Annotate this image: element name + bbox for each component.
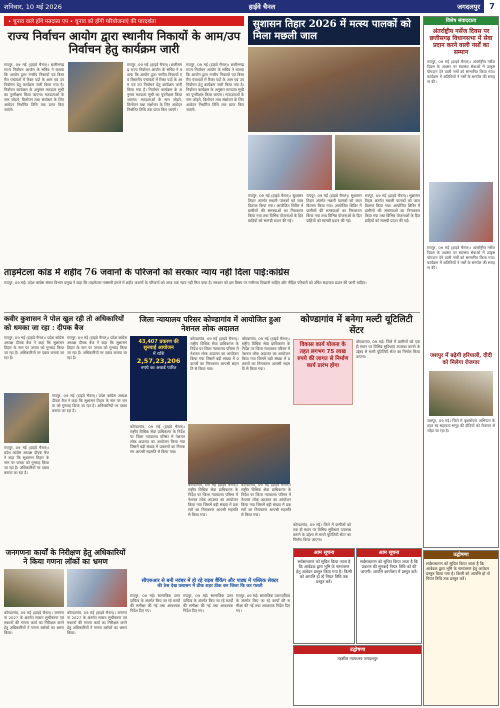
story2-headline: सुशासन तिहार 2026 में मत्स्य पालकों को मिला मछली जाल	[248, 16, 420, 45]
classified-body: सर्वसाधारण को सूचित किया जाता है कि आवेदक द्वारा भूमि के नामांतरण हेतु आवेदन प्रस्तुत किया गया है। किसी को आपत्ति हो तो नियत तिथि तक प्रस्तुत करें।	[426, 561, 490, 581]
page-number: 7	[484, 0, 500, 13]
story5-headline: जिला न्यायालय परिसर कोण्डागांव में आयोजित हुआ नेशनल लोक अदालत	[139, 315, 281, 333]
story8-body-col2: रायपुर, 09 मई। सामाजिक उत्तरदायित्व के अंतर्गत किए जा रहे कार्यों की समीक्षा की गई तथा आवश्यक निर्देश दिए गए।	[183, 592, 233, 613]
story5-body-col2: कोण्डागांव, 09 मई (हाइवे चैनल)। राष्ट्रीय विधिक सेवा प्राधिकरण के निर्देश पर जिला न्यायालय परिसर में नेशनल लोक अदालत का आयोजन किया गया जिसमें बड़ी संख्या में प्रकरणों का निराकरण आपसी सहमति से किया गया।	[241, 336, 290, 371]
story4-body-col1: रायपुर, 09 मई (हाइवे चैनल)। प्रदेश कांग्रेस अध्यक्ष दीपक बैज ने कहा कि सुशासन तिहार के नाम पर जनता को गुमराह किया जा रहा है। अधिकारियों पर दबाव बनाया जा रहा है।	[4, 335, 64, 360]
story-sushasan-tihar	[248, 16, 420, 266]
story1-body-col2: रायपुर, 09 मई (हाइवे चैनल)। छत्तीसगढ़ राज्य निर्वाचन आयोग के सचिव ने बताया कि आयोग द्वारा नगरीय निकायों एवं त्रिस्तरीय पंचायतों में रिक्त पदों के आम एवं उप निर्वाचन हेतु कार्यक्रम जारी किया गया है। निर्वाचन कार्यक्रम के अनुसार मतदाता सूची का पुनरीक्षण किया जाएगा। मतदाताओं के नाम जोड़ने, विलोपन तथा संशोधन के लिए आवेदन निर्धारित तिथि तक प्राप्त किए जाएंगे।	[127, 62, 182, 113]
right-sidebar	[423, 16, 499, 548]
story4-headline: कवीर कुशासन ने पोल खुल रही तो अधिकारियों को धमका जा रहा : दीपक बैज	[4, 314, 124, 332]
callout-line4: रुपये का अवार्ड पारित	[140, 366, 177, 371]
story1-headline: राज्य निर्वाचन आयोग द्वारा स्थानीय निकायों के आम/उप निर्वाचन हेतु कार्यक्रम जारी	[7, 29, 241, 57]
story8-body-col3: रायपुर, 09 मई। सामाजिक उत्तरदायित्व के अंतर्गत किए जा रहे कार्यों की समीक्षा की गई तथा आवश्यक निर्देश दिए गए।	[236, 592, 290, 613]
sidebar-second-body: जशपुर, 09 मई। जिले में वृक्षारोपण अभियान के तहत स्व सहायता समूह की दीदियों को रोजगार से जोड़ा जा रहा है।	[427, 418, 495, 433]
sidebar-body-cont: रायपुर, 09 मई (हाइवे चैनल)। अंतर्राष्ट्रीय नर्सेज दिवस के अवसर पर स्वास्थ्य सेवाओं में उत्कृष्ट योगदान देने वाली नर्सों को सम्मानित किया गया। कार्यक्रम में अतिथियों ने नर्सों के समर्पण की सराहना की।	[427, 245, 495, 270]
masthead	[0, 0, 500, 13]
story4-body-col3: रायपुर, 09 मई (हाइवे चैनल)। प्रदेश कांग्रेस अध्यक्ष दीपक बैज ने कहा कि सुशासन तिहार के नाम पर जनता को गुमराह किया जा रहा है। अधिकारियों पर दबाव बनाया जा रहा है।	[52, 393, 127, 413]
edition-city: जगदलपुर	[457, 3, 480, 11]
callout-line2: में राशि	[152, 352, 165, 357]
story6-headline: कोण्डागांव में बनेगा मल्टी यूटिलिटी सेंटर	[300, 315, 413, 336]
divider-rule	[4, 312, 420, 313]
story-deepak-baij	[4, 315, 127, 545]
sidebar-second-heading: जशपुर में बढ़ेगी हरियाली, दीदी को मिलेगा रोजगार	[430, 353, 492, 366]
sidebar-title: विशेष संवाददाता	[424, 17, 498, 25]
notice-left-body: सर्वसाधारण को सूचित किया जाता है कि आवेदक द्वारा भूमि के नामांतरण हेतु आवेदन प्रस्तुत किया गया है। किसी को आपत्ति हो तो नियत तिथि तक प्रस्तुत करें।	[296, 559, 352, 584]
story6-body-col2: कोण्डागांव, 09 मई। जिले में ग्रामीणों को एक ही स्थान पर विभिन्न सुविधाएं उपलब्ध कराने के उद्देश्य से मल्टी यूटिलिटी सेंटर का निर्माण किया जाएगा।	[293, 522, 351, 542]
story7-body-col1: कोण्डागांव, 09 मई (हाइवे चैनल)। जनगणना 2027 के अंतर्गत मकान सूचीकरण एवं मकानों की गणना कार्य का निरीक्षण करने हेतु अधिकारियों ने गणना ब्लॉकों का भ्रमण किया।	[4, 610, 64, 635]
story6-body-col1: कोण्डागांव, 09 मई। जिले में ग्रामीणों को एक ही स्थान पर विभिन्न सुविधाएं उपलब्ध कराने के उद्देश्य से मल्टी यूटिलिटी सेंटर का निर्माण किया जाएगा।	[355, 339, 420, 359]
story-lok-adalat	[130, 315, 290, 575]
story7-body-col2: कोण्डागांव, 09 मई (हाइवे चैनल)। जनगणना 2027 के अंतर्गत मकान सूचीकरण एवं मकानों की गणना कार्य का निरीक्षण करने हेतु अधिकारियों ने गणना ब्लॉकों का भ्रमण किया।	[67, 610, 127, 635]
story3-headline: ताड़मेटला कांड में शहीद 76 जवानों के परिजनों को सरकार न्याय नहीं दिला पाई:कांग्रेस	[4, 268, 290, 278]
story1-portrait-photo	[68, 62, 123, 132]
notice-left-title: आम सूचना	[294, 549, 354, 557]
story7-photo-1	[4, 569, 64, 607]
story6-callout: विकास कार्य योजना के तहत लगभग 75 लाख रुपये की लागत से निर्माण कार्य प्रारंभ होगा	[293, 339, 353, 405]
story5-body-col1: कोण्डागांव, 09 मई (हाइवे चैनल)। राष्ट्रीय विधिक सेवा प्राधिकरण के निर्देश पर जिला न्यायालय परिसर में नेशनल लोक अदालत का आयोजन किया गया जिसमें बड़ी संख्या में प्रकरणों का निराकरण आपसी सहमति से किया गया।	[190, 336, 239, 371]
sidebar-photo-jashpur	[429, 371, 493, 416]
notice-right	[356, 548, 422, 644]
story-multi-utility-center	[293, 315, 420, 545]
story5-body-col3: कोण्डागांव, 09 मई (हाइवे चैनल)। राष्ट्रीय विधिक सेवा प्राधिकरण के निर्देश पर जिला न्यायालय परिसर में नेशनल लोक अदालत का आयोजन किया गया जिसमें बड़ी संख्या में प्रकरणों का निराकरण आपसी सहमति से किया गया।	[130, 424, 185, 454]
notice-bottom-title: उद्घोषणा	[294, 646, 421, 654]
callout-line3: 2,57,23,206	[136, 357, 181, 365]
story-election-commission	[4, 16, 244, 266]
story-census-inspection	[4, 548, 127, 704]
story8-body-col1: रायपुर, 09 मई। सामाजिक उत्तरदायित्व के अंतर्गत किए जा रहे कार्यों की समीक्षा की गई तथा आवश्यक निर्देश दिए गए।	[130, 592, 180, 613]
notice-bottom	[293, 645, 422, 706]
notice-right-body: सर्वसाधारण को सूचित किया जाता है कि प्रकरण की सुनवाई नियत तिथि को की जाएगी। आपत्ति कार्यालय में प्रस्तुत करें।	[359, 559, 418, 574]
story2-photo-event	[248, 47, 420, 132]
classified-title: उद्घोषणा	[424, 551, 498, 559]
story2-body-col2: रायपुर, 09 मई (हाइवे चैनल)। सुशासन तिहार अंतर्गत मछली पालकों को जाल वितरण किया गया। आयोजित शिविर में ग्रामीणों की समस्याओं का निराकरण किया गया तथा विभिन्न योजनाओं के हितग्राहियों को सामग्री प्रदान की गई।	[306, 193, 362, 223]
story1-body-col1: रायपुर, 09 मई (हाइवे चैनल)। छत्तीसगढ़ राज्य निर्वाचन आयोग के सचिव ने बताया कि आयोग द्वारा नगरीय निकायों एवं त्रिस्तरीय पंचायतों में रिक्त पदों के आम एवं उप निर्वाचन हेतु कार्यक्रम जारी किया गया है। निर्वाचन कार्यक्रम के अनुसार मतदाता सूची का पुनरीक्षण किया जाएगा। मतदाताओं के नाम जोड़ने, विलोपन तथा संशोधन के लिए आवेदन निर्धारित तिथि तक प्राप्त किए जाएंगे।	[4, 62, 64, 113]
callout-line1: 43,407 प्रकरण की सुनवाई आयोजन	[138, 339, 179, 351]
story7-headline: जनगणना कार्यों के निरीक्षण हेतु अधिकारियों ने किया गणना लॉकों का भ्रमण	[5, 548, 126, 566]
notice-right-title: आम सूचना	[357, 549, 421, 557]
story3-body: रायपुर, 09 मई। प्रदेश कांग्रेस संचार विभाग प्रमुख ने कहा कि ताड़मेटला नक्सली हमले में शहीद जवानों के परिजनों को आज तक न्याय नहीं मिल पाया है। सरकार को इस विषय पर गंभीरता दिखानी चाहिए और पीड़ित परिवारों को उचित सहायता प्रदान की जानी चाहिए।	[4, 280, 367, 286]
story2-body-col3: रायपुर, 09 मई (हाइवे चैनल)। सुशासन तिहार अंतर्गत मछली पालकों को जाल वितरण किया गया। आयोजित शिविर में ग्रामीणों की समस्याओं का निराकरण किया गया तथा विभिन्न योजनाओं के हितग्राहियों को सामग्री प्रदान की गई।	[364, 193, 420, 223]
story5-photo-court	[188, 424, 290, 484]
story-tadmetla	[4, 268, 420, 310]
story8-subhead: की ठेस देख प्रशासन में ठीक शहर ठीक कर जिला कि कर गलती	[157, 584, 263, 589]
story5-body-col4: कोण्डागांव, 09 मई (हाइवे चैनल)। राष्ट्रीय विधिक सेवा प्राधिकरण के निर्देश पर जिला न्यायालय परिसर में नेशनल लोक अदालत का आयोजन किया गया जिसमें बड़ी संख्या में प्रकरणों का निराकरण आपसी सहमति से किया गया।	[188, 482, 238, 517]
paper-brand: हाईवे चैनल	[248, 3, 276, 11]
story2-photo-group	[335, 135, 420, 190]
story2-photo-net	[248, 135, 332, 190]
notice-bottom-body: तहसील न्यायालय जगदलपुर	[337, 656, 378, 661]
story7-photo-2	[67, 569, 127, 607]
story1-body-col3: रायपुर, 09 मई (हाइवे चैनल)। छत्तीसगढ़ राज्य निर्वाचन आयोग के सचिव ने बताया कि आयोग द्वारा नगरीय निकायों एवं त्रिस्तरीय पंचायतों में रिक्त पदों के आम एवं उप निर्वाचन हेतु कार्यक्रम जारी किया गया है। निर्वाचन कार्यक्रम के अनुसार मतदाता सूची का पुनरीक्षण किया जाएगा। मतदाताओं के नाम जोड़ने, विलोपन तथा संशोधन के लिए आवेदन निर्धारित तिथि तक प्राप्त किए जाएंगे।	[186, 62, 244, 113]
sidebar-photo-nurse	[429, 182, 493, 242]
story4-body-col2: रायपुर, 09 मई (हाइवे चैनल)। प्रदेश कांग्रेस अध्यक्ष दीपक बैज ने कहा कि सुशासन तिहार के नाम पर जनता को गुमराह किया जा रहा है। अधिकारियों पर दबाव बनाया जा रहा है।	[67, 335, 127, 360]
story2-body-col1: रायपुर, 09 मई (हाइवे चैनल)। सुशासन तिहार अंतर्गत मछली पालकों को जाल वितरण किया गया। आयोजित शिविर में ग्रामीणों की समस्याओं का निराकरण किया गया तथा विभिन्न योजनाओं के हितग्राहियों को सामग्री प्रदान की गई।	[248, 193, 304, 223]
sidebar-heading: अंतर्राष्ट्रीय नर्सेज दिवस पर छत्तीसगढ़ विधानसभा में सेवा प्रदान करने वाली नर्सों का सम्मान	[429, 28, 493, 56]
story8-headline: सीएसआर से बनी नवंबर में हो रहे राइस बैंकिंग और पाठ्य में पब्लिक सेक्टर	[141, 578, 279, 584]
story5-callout	[130, 336, 187, 421]
classified-ad	[423, 550, 499, 706]
story4-body-col4: रायपुर, 09 मई (हाइवे चैनल)। प्रदेश कांग्रेस अध्यक्ष दीपक बैज ने कहा कि सुशासन तिहार के नाम पर जनता को गुमराह किया जा रहा है। अधिकारियों पर दबाव बनाया जा रहा है।	[4, 445, 49, 475]
story4-portrait-photo	[4, 393, 49, 443]
notice-left	[293, 548, 355, 644]
sidebar-body: रायपुर, 09 मई (हाइवे चैनल)। अंतर्राष्ट्रीय नर्सेज दिवस के अवसर पर स्वास्थ्य सेवाओं में उत्कृष्ट योगदान देने वाली नर्सों को सम्मानित किया गया। कार्यक्रम में अतिथियों ने नर्सों के समर्पण की सराहना की।	[427, 59, 495, 84]
issue-date: शनिवार, 10 मई 2026	[4, 3, 62, 11]
story5-body-col5: कोण्डागांव, 09 मई (हाइवे चैनल)। राष्ट्रीय विधिक सेवा प्राधिकरण के निर्देश पर जिला न्यायालय परिसर में नेशनल लोक अदालत का आयोजन किया गया जिसमें बड़ी संख्या में प्रकरणों का निराकरण आपसी सहमति से किया गया।	[241, 482, 291, 517]
story-csr	[130, 578, 290, 704]
story1-kicker: • चुनाव वाले होंगे मतदाता एप • चुनाव को होंगी परियोजनाएं की पारदर्शता	[4, 16, 244, 26]
